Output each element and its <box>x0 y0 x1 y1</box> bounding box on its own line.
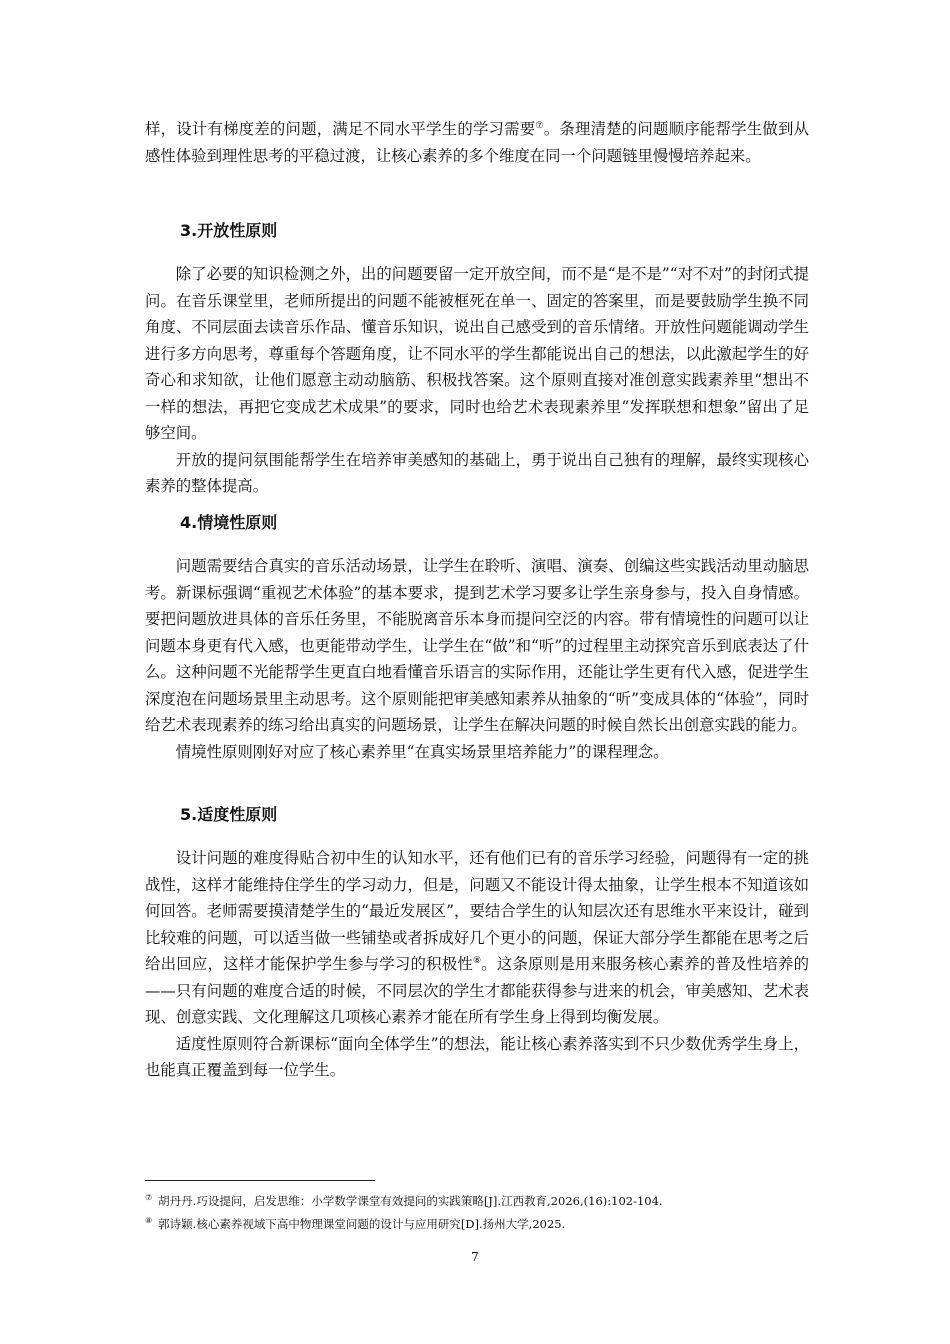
paragraph: 除了必要的知识检测之外，出的问题要留一定开放空间，而不是“是不是”“对不对”的封闭式提问。在音乐课堂里，老师所提出的问题不能被框死在单一、固定的答案里，而是要鼓励学生换不同角度、不同层面去读音乐作品、懂音乐知识，说出自己感受到的音乐情绪。开放性问题能调动学生进行多方向思考，尊重每个答题角度，让不同水平的学生都能说出自己的想法，以此激起学生的好奇心和求知欲，让他们愿意主动动脑筋、积极找答案。这个原则直接对准创意实践素养里“想出不一样的想法，再把它变成艺术成果”的要求，同时也给艺术表现素养里“发挥联想和想象”留出了足够空间。 <box>145 265 809 442</box>
paragraph: 情境性原则刚好对应了核心素养里“在真实场景里培养能力”的课程理念。 <box>175 742 669 761</box>
footnote-divider <box>145 1180 375 1181</box>
footnote-7 <box>145 1190 663 1209</box>
page-number: 7 <box>471 1250 479 1264</box>
footnote-mark: ⑦ <box>145 1193 153 1202</box>
paragraph: 适度性原则符合新课标“面向全体学生”的想法，能让核心素养落实到不只少数优秀学生身上，也能真正覆盖到每一位学生。 <box>145 1034 809 1079</box>
section-moderate-principle <box>145 845 809 1084</box>
section-heading-open-principle: 3.开放性原则 <box>180 221 278 240</box>
paragraph-text: 样，设计有梯度差的问题，满足不同水平学生的学习需要 <box>145 120 536 138</box>
footnote-text: 胡丹丹.巧设提问，启发思维：小学数学课堂有效提问的实践策略[J].江西教育,2026,(16):102-104. <box>158 1193 663 1208</box>
footnote-text: 郭诗颖.核心素养视域下高中物理课堂问题的设计与应用研究[D].扬州大学,2025. <box>158 1216 566 1231</box>
footnote-ref-8[interactable]: ⑧ <box>472 955 482 966</box>
paragraph-text: 。条理清楚的问题顺序能帮学生做到从感性体验到理性思考的平稳过渡，让核心素养的多个维度在同一个问题链里慢慢培养起来。 <box>145 120 809 165</box>
footnote-mark: ⑧ <box>145 1216 153 1225</box>
section-heading-moderate-principle: 5.适度性原则 <box>180 805 278 824</box>
section-context-principle <box>145 553 809 765</box>
paragraph: 开放的提问氛围能帮学生在培养审美感知的基础上，勇于说出自己独有的理解，最终实现核心素养的整体提高。 <box>145 450 809 495</box>
section-open-principle <box>145 261 809 500</box>
paragraph-text: 设计问题的难度得贴合初中生的认知水平，还有他们已有的音乐学习经验，问题得有一定的挑战性，这样才能维持住学生的学习动力，但是，问题又不能设计得太抽象，让学生根本不知道该如何回答。老师需要摸清楚学生的“最近发展区”，要结合学生的认知层次还有思维水平来设计，碰到比较难的问题，可以适当做一些铺垫或者拆成好几个更小的问题，保证大部分学生都能在思考之后给出回应，这样才能保护学生参与学习的积极性 <box>145 849 809 973</box>
paragraph: 问题需要结合真实的音乐活动场景，让学生在聆听、演唱、演奏、创编这些实践活动里动脑思考。新课标强调“重视艺术体验”的基本要求，提到艺术学习要多让学生亲身参与，投入自身情感。要把问题放进具体的音乐任务里，不能脱离音乐本身而提问空泛的内容。带有情境性的问题可以让问题本身更有代入感，也更能带动学生，让学生在“做”和“听”的过程里主动探究音乐到底表达了什么。这种问题不光能帮学生更直白地看懂音乐语言的实际作用，还能让学生更有代入感，促进学生深度泡在问题场景里主动思考。这个原则能把审美感知素养从抽象的“听”变成具体的“体验”，同时给艺术表现素养的练习给出真实的问题场景，让学生在解决问题的时候自然长出创意实践的能力。 <box>145 557 809 734</box>
paragraph-continuation <box>145 116 809 169</box>
footnote-8 <box>145 1213 565 1232</box>
paragraph-text: 。这条原则是用来服务核心素养的普及性培养的——只有问题的难度合适的时候，不同层次的学生才都能获得参与进来的机会，审美感知、艺术表现、创意实践、文化理解这几项核心素养才能在所有学生身上得到均衡发展。 <box>145 955 809 1026</box>
footnote-ref-7[interactable]: ⑦ <box>535 120 544 131</box>
section-heading-context-principle: 4.情境性原则 <box>180 513 278 532</box>
